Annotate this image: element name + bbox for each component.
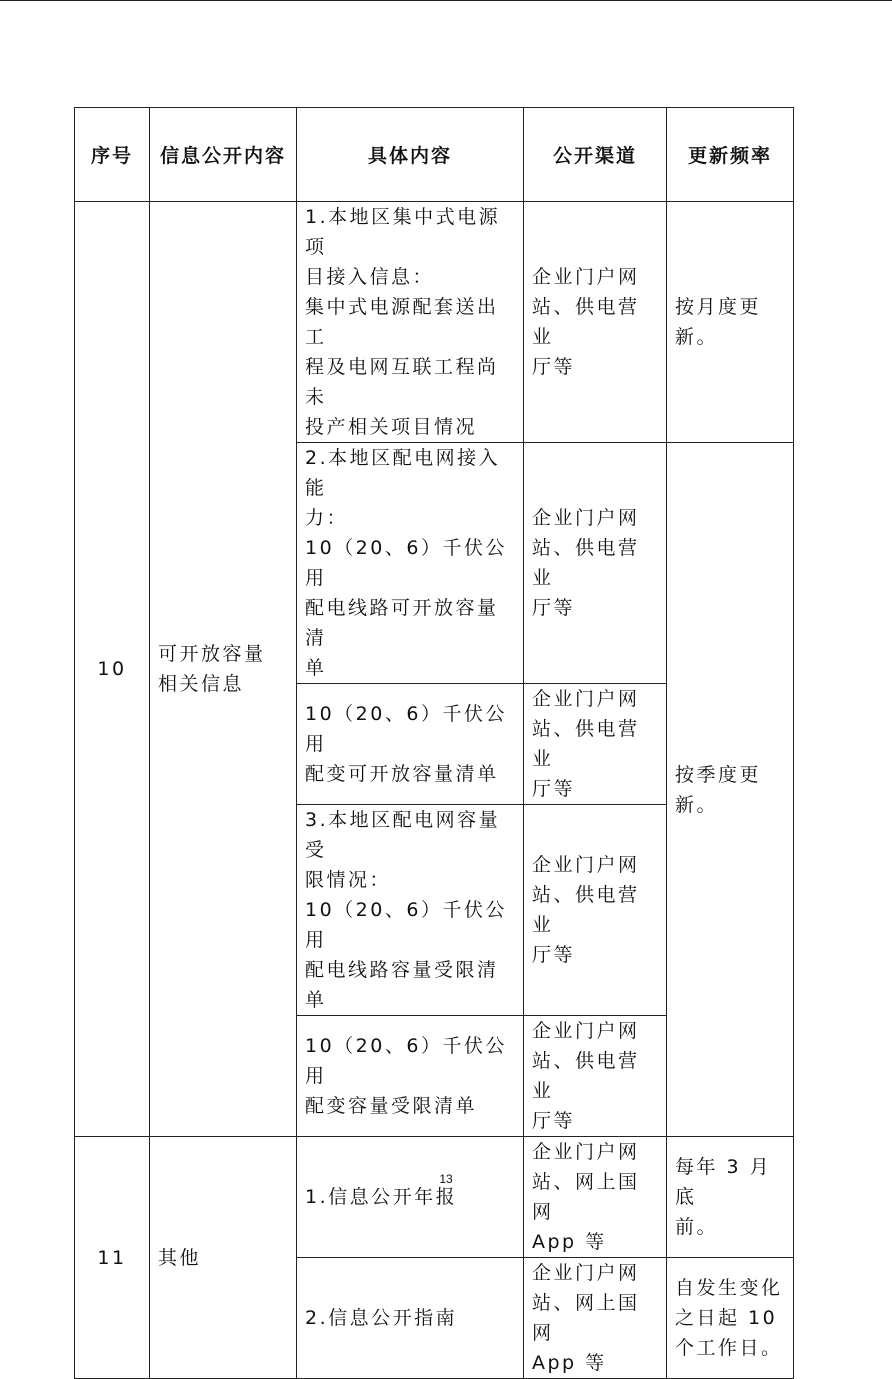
content-cell [297,805,524,1016]
content-cell [297,443,524,684]
header-no: 序号 [75,108,150,202]
header-category: 信息公开内容 [150,108,297,202]
row-no-10: 10 [75,202,150,1137]
cell-line: 按月度更 [675,296,762,318]
row-no-11: 11 [75,1137,150,1379]
cell-line: 企业门户网 [532,507,640,529]
cell-line: 10（20、6）千伏公用 [305,703,507,755]
cell-line: 配变容量受限清单 [305,1095,478,1117]
cell-line: 厅等 [532,778,576,800]
cell-line: 配电线路可开放容量清 [305,597,499,649]
cell-line: 企业门户网 [532,1262,640,1284]
content-cell [297,684,524,805]
cell-line: 2.本地区配电网接入能 [305,447,501,499]
cell-line: 1.本地区集中式电源项 [305,206,501,258]
table-row [75,202,794,443]
content-cell [297,1258,524,1379]
channel-cell [524,1016,667,1137]
frequency-cell [667,1137,794,1258]
content-cell [297,1016,524,1137]
cell-line: 2.信息公开指南 [305,1307,458,1329]
cell-line: 新。 [675,793,719,816]
cell-line: 投产相关项目情况 [305,416,478,438]
cell-line: 10（20、6）千伏公用 [305,899,507,951]
frequency-cell-quarterly [667,443,794,1137]
category-cell-11: 其他 [150,1137,297,1379]
cell-line: 站、供电营业 [532,296,640,348]
cell-line: 每年 3 月底 [675,1156,772,1208]
cell-line: 1.信息公开年报 [305,1186,458,1208]
cell-line: 企业门户网 [532,1141,640,1163]
cell-line: 配变可开放容量清单 [305,763,499,785]
cell-line: 程及电网互联工程尚未 [305,356,499,408]
channel-cell [524,1137,667,1258]
info-disclosure-table [74,107,794,1379]
header-content: 具体内容 [297,108,524,202]
cell-line: 厅等 [532,1110,576,1132]
cell-line: App 等 [532,1231,607,1253]
cell-line: 限情况： [305,869,392,891]
content-cell [297,202,524,443]
cell-line: 按季度更 [675,763,762,786]
cell-line: 单 [305,657,327,679]
cell-line: 站、供电营业 [532,1050,640,1102]
cell-line: 站、供电营业 [532,718,640,770]
cell-line: 力： [305,507,349,529]
table-header-row [75,108,794,202]
cell-line: 前。 [675,1216,719,1238]
cell-line: 企业门户网 [532,854,640,876]
cell-line: 配电线路容量受限清单 [305,959,499,1011]
channel-cell [524,1258,667,1379]
cell-line: 厅等 [532,356,576,378]
channel-cell [524,805,667,1016]
cell-line: 厅等 [532,597,576,619]
cell-line: 集中式电源配套送出工 [305,296,499,348]
channel-cell [524,202,667,443]
cell-line: 10（20、6）千伏公用 [305,1035,507,1087]
cell-line: 企业门户网 [532,266,640,288]
cell-line: 之日起 10 [675,1307,778,1329]
cell-line: 站、供电营业 [532,537,640,589]
cell-line: 企业门户网 [532,1020,640,1042]
cell-line: 新。 [675,326,719,348]
cell-line: 站、网上国网 [532,1292,640,1344]
page-top-border [0,0,892,1]
category-cell-10 [150,202,297,1137]
frequency-cell [667,202,794,443]
cell-line: 10（20、6）千伏公用 [305,537,507,589]
cell-line: 可开放容量相关信息 [158,643,266,695]
cell-line: 3.本地区配电网容量受 [305,809,501,861]
cell-line: 厅等 [532,944,576,966]
table-row [75,1137,794,1258]
cell-line: 个工作日。 [675,1337,783,1359]
cell-line: 站、网上国网 [532,1171,640,1223]
cell-line: 企业门户网 [532,688,640,710]
header-frequency: 更新频率 [667,108,794,202]
cell-line: 自发生变化 [675,1277,783,1299]
content-cell [297,1137,524,1258]
channel-cell [524,443,667,684]
cell-line: App 等 [532,1352,607,1374]
header-channel: 公开渠道 [524,108,667,202]
page-number: 13 [439,1172,453,1186]
cell-line: 站、供电营业 [532,884,640,936]
cell-line: 目接入信息： [305,266,435,288]
frequency-cell [667,1258,794,1379]
channel-cell [524,684,667,805]
